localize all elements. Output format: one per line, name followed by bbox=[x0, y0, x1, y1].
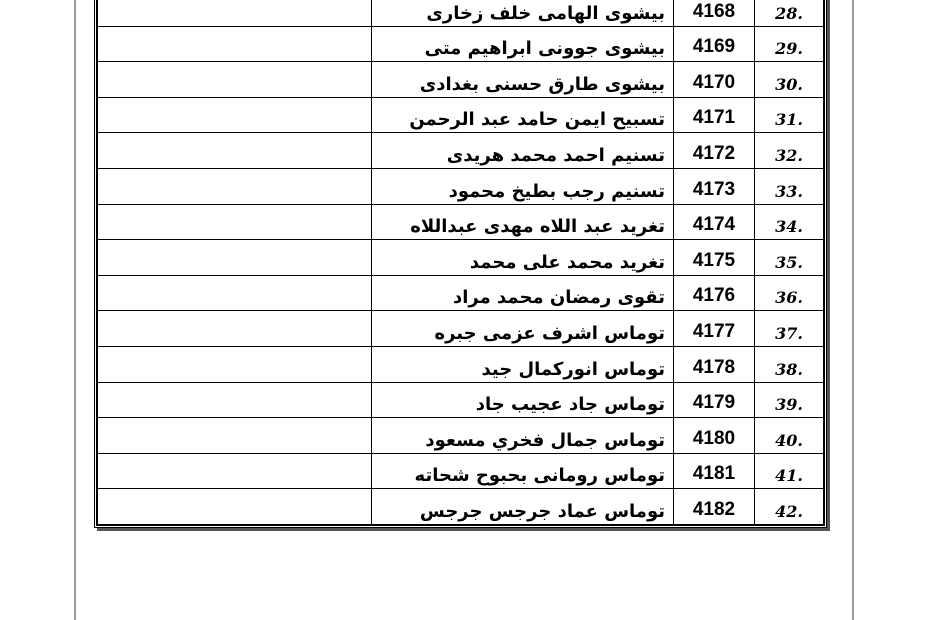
table-row bbox=[98, 97, 824, 133]
row-index: .30 bbox=[755, 62, 824, 98]
row-index: .32 bbox=[755, 133, 824, 169]
seat-number: 4171 bbox=[674, 97, 755, 133]
blank-cell bbox=[98, 133, 372, 169]
row-index: .37 bbox=[755, 311, 824, 347]
student-name: تسبيح ايمن حامد عبد الرحمن bbox=[372, 97, 674, 133]
table-row bbox=[98, 240, 824, 276]
seat-number: 4172 bbox=[674, 133, 755, 169]
student-name: توماس عماد جرجس جرجس bbox=[372, 489, 674, 525]
table-row bbox=[98, 26, 824, 62]
table-row bbox=[98, 204, 824, 240]
seat-number: 4168 bbox=[674, 0, 755, 26]
blank-cell bbox=[98, 0, 372, 26]
table-row bbox=[98, 346, 824, 382]
row-index: .33 bbox=[755, 168, 824, 204]
blank-cell bbox=[98, 453, 372, 489]
blank-cell bbox=[98, 26, 372, 62]
row-index: .38 bbox=[755, 346, 824, 382]
student-name: بيشوى الهامى خلف زخارى bbox=[372, 0, 674, 26]
seat-number: 4176 bbox=[674, 275, 755, 311]
student-name: تسنيم رجب بطيخ محمود bbox=[372, 168, 674, 204]
blank-cell bbox=[98, 311, 372, 347]
row-index: .28 bbox=[755, 0, 824, 26]
student-list-table bbox=[94, 0, 827, 528]
seat-number: 4182 bbox=[674, 489, 755, 525]
seat-number: 4178 bbox=[674, 346, 755, 382]
row-index: .39 bbox=[755, 382, 824, 418]
seat-number: 4181 bbox=[674, 453, 755, 489]
blank-cell bbox=[98, 275, 372, 311]
student-name: توماس اشرف عزمى جبره bbox=[372, 311, 674, 347]
student-name: بيشوى طارق حسنى بغدادى bbox=[372, 62, 674, 98]
blank-cell bbox=[98, 204, 372, 240]
blank-cell bbox=[98, 240, 372, 276]
seat-number: 4170 bbox=[674, 62, 755, 98]
row-index: .35 bbox=[755, 240, 824, 276]
table-row bbox=[98, 62, 824, 98]
page-border-right bbox=[852, 0, 854, 620]
seat-number: 4169 bbox=[674, 26, 755, 62]
table-row bbox=[98, 489, 824, 525]
table-row bbox=[98, 133, 824, 169]
student-name: تغريد عبد اللاه مهدى عبداللاه bbox=[372, 204, 674, 240]
blank-cell bbox=[98, 62, 372, 98]
blank-cell bbox=[98, 382, 372, 418]
student-name: بيشوى جوونى ابراهيم متى bbox=[372, 26, 674, 62]
blank-cell bbox=[98, 168, 372, 204]
student-name: توماس جاد عجيب جاد bbox=[372, 382, 674, 418]
table-row bbox=[98, 382, 824, 418]
blank-cell bbox=[98, 418, 372, 454]
student-table bbox=[97, 0, 824, 525]
seat-number: 4180 bbox=[674, 418, 755, 454]
blank-cell bbox=[98, 346, 372, 382]
row-index: .34 bbox=[755, 204, 824, 240]
row-index: .42 bbox=[755, 489, 824, 525]
student-name: تغريد محمد على محمد bbox=[372, 240, 674, 276]
table-row bbox=[98, 168, 824, 204]
row-index: .29 bbox=[755, 26, 824, 62]
table-row bbox=[98, 418, 824, 454]
row-index: .41 bbox=[755, 453, 824, 489]
row-index: .40 bbox=[755, 418, 824, 454]
table-row bbox=[98, 311, 824, 347]
table-row bbox=[98, 453, 824, 489]
seat-number: 4177 bbox=[674, 311, 755, 347]
student-name: تقوى رمضان محمد مراد bbox=[372, 275, 674, 311]
seat-number: 4179 bbox=[674, 382, 755, 418]
page-border-left bbox=[74, 0, 76, 620]
row-index: .36 bbox=[755, 275, 824, 311]
student-name: توماس جمال فخري مسعود bbox=[372, 418, 674, 454]
seat-number: 4173 bbox=[674, 168, 755, 204]
seat-number: 4175 bbox=[674, 240, 755, 276]
blank-cell bbox=[98, 97, 372, 133]
seat-number: 4174 bbox=[674, 204, 755, 240]
student-name: توماس رومانى بحبوح شحاته bbox=[372, 453, 674, 489]
blank-cell bbox=[98, 489, 372, 525]
student-name: تسنيم احمد محمد هريدى bbox=[372, 133, 674, 169]
row-index: .31 bbox=[755, 97, 824, 133]
student-name: توماس انوركمال جيد bbox=[372, 346, 674, 382]
table-row bbox=[98, 0, 824, 26]
table-body bbox=[98, 0, 824, 524]
table-row bbox=[98, 275, 824, 311]
